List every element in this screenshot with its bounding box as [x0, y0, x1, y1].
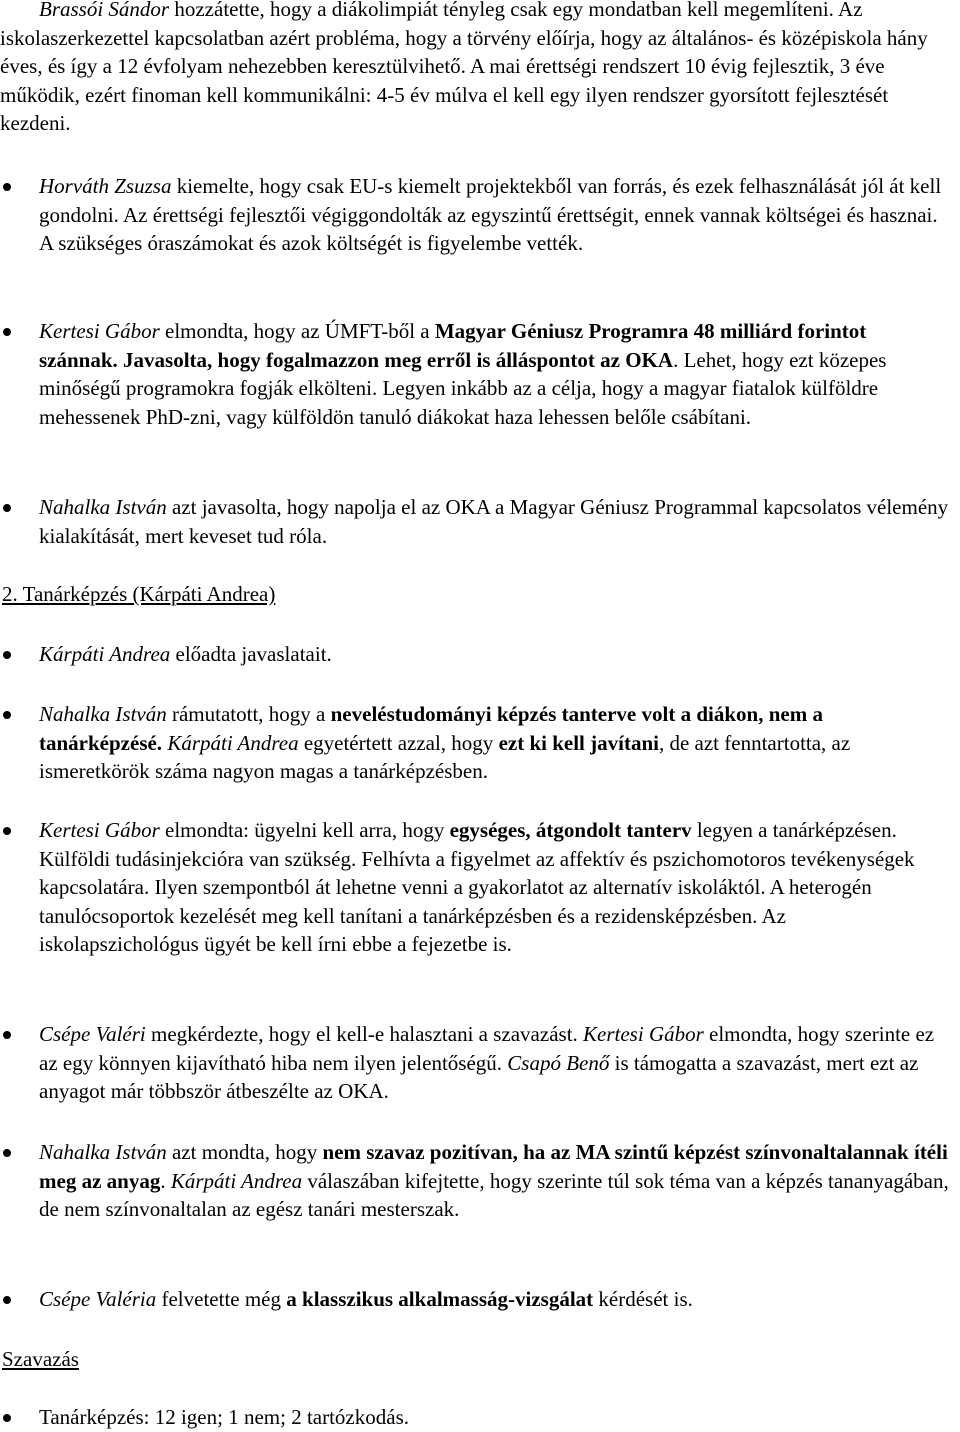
text-run: elmondta, hogy az ÚMFT-ből a [159, 319, 435, 343]
text-run: kérdését is. [593, 1287, 693, 1311]
text-run: felvetette még [156, 1287, 287, 1311]
bullet-icon [3, 1149, 11, 1157]
text-run: Tanárképzés: 12 igen; 1 nem; 2 tartózkodás. [39, 1405, 409, 1429]
paragraph-text [39, 700, 950, 786]
paragraph-text [0, 0, 928, 135]
speaker-name: Csépe Valéri [39, 1022, 146, 1046]
text-run: legyen a tanárképzésen. Külföldi tudásinjekcióra van szükség. Felhívta a figyelmet az affektív és pszichomotoros tevékenységek kapcsolatára. Ilyen szempontból át lehetne venni a gyakorlatot az alternatív iskoláktól. A heterogén tanulócsoportok kezelését meg kell tanítani a tanárképzésben és a rezidensképzésben. Az iskolapszichológus ügyét be kell írni ebbe a fejezetbe is. [39, 818, 915, 957]
bullet-icon [3, 827, 11, 835]
list-item [0, 172, 950, 258]
list-item [0, 700, 950, 786]
list-item [0, 1020, 950, 1106]
bullet-icon [3, 711, 11, 719]
list-item [0, 640, 950, 669]
paragraph-text [39, 1403, 950, 1432]
paragraph-text [39, 172, 950, 258]
text-run: is támogatta a szavazást, mert ezt az anyagot már többször átbeszélte az OKA. [39, 1050, 919, 1104]
text-run: válaszában kifejtette, hogy szerinte túl sok téma van a képzés tananyagában, de nem színvonaltalan az egész tanári mesterszak. [39, 1168, 949, 1222]
list-item [0, 1285, 950, 1314]
bullet-icon [3, 328, 11, 336]
speaker-name: Horváth Zsuzsa [39, 174, 172, 198]
speaker-name: Kárpáti Andrea [39, 642, 171, 666]
text-run: kiemelte, hogy csak EU-s kiemelt projektekből van forrás, és ezek felhasználását jól át kell gondolni. Az érettségi fejlesztői végiggondolták az egyszintű érettségit, ennek vannak költségei és hasznai. A szükséges óraszámokat és azok költségét is figyelembe vették. [39, 174, 942, 256]
paragraph-text [39, 317, 950, 431]
list-item [0, 0, 950, 138]
emphasis-text: ezt ki kell javítani [498, 730, 659, 755]
paragraph-text [39, 816, 950, 959]
emphasis-text: egységes, átgondolt tanterv [449, 818, 692, 842]
text-run: megkérdezte, hogy el kell-e halasztani a szavazást. [145, 1022, 584, 1046]
list-item [0, 317, 950, 431]
paragraph-text [39, 1138, 950, 1224]
text-run: azt javasolta, hogy napolja el az OKA a Magyar Géniusz Programmal kapcsolatos vélemény kialakítását, mert keveset tud róla. [39, 495, 949, 548]
paragraph-text [39, 1020, 950, 1106]
bullet-icon [3, 1296, 11, 1304]
paragraph-text [39, 1285, 950, 1314]
text-run: , de azt fenntartotta, az ismeretkörök száma nagyon magas a tanárképzésben. [39, 730, 851, 784]
speaker-name: Kertesi Gábor [39, 818, 160, 842]
speaker-name: Nahalka István [39, 495, 167, 519]
text-run: hozzátette, hogy a diákolimpiát tényleg csak egy mondatban kell megemlíteni. Az iskolaszerkezettel kapcsolatban azért probléma, hogy a törvény előírja, hogy az általános- és középiskola hány éves, és így a 12 évfolyam nehezebben keresztülvihető. A mai érettségi rendszert 10 évig fejlesztik, 3 éve működik, ezért finoman kell kommunikálni: 4-5 év múlva el kell egy ilyen rendszer gyorsított fejlesztését kezdeni. [0, 0, 928, 136]
speaker-name: Kárpáti Andrea [170, 1168, 303, 1193]
text-run: előadta javaslatait. [170, 642, 332, 666]
text-run: azt mondta, hogy [166, 1140, 323, 1164]
emphasis-text: a klasszikus alkalmasság-vizsgálat [286, 1287, 594, 1311]
speaker-name: Csépe Valéria [39, 1287, 157, 1311]
text-run: egyetértett azzal, hogy [298, 730, 499, 755]
list-item [0, 1138, 950, 1224]
bullet-icon [3, 651, 11, 659]
text-run: elmondta, hogy szerinte ez az egy könnyen kijavítható hiba nem ilyen jelentőségű. [39, 1022, 935, 1075]
speaker-name: Kertesi Gábor [583, 1022, 704, 1046]
emphasis-text: nem szavaz pozitívan, ha az MA szintű képzést színvonaltalannak ítéli meg az anyag [39, 1140, 948, 1193]
list-item [0, 1403, 950, 1432]
bullet-icon [3, 183, 11, 191]
list-item [0, 816, 950, 959]
bullet-icon [3, 1414, 11, 1422]
paragraph-text [39, 493, 950, 550]
section-heading: 2. Tanárképzés (Kárpáti Andrea) [2, 582, 276, 606]
speaker-name: Csapó Benő [507, 1050, 610, 1075]
speaker-name: Nahalka István [39, 1140, 167, 1164]
paragraph-text [39, 640, 950, 669]
speaker-name: Kárpáti Andrea [167, 730, 299, 755]
text-run: . Lehet, hogy ezt közepes minőségű programokra fogják elkölteni. Legyen inkább az a célja, hogy a magyar fiatalok külföldre mehessenek PhD-zni, vagy külföldön tanuló diákokat haza lehessen belőle csábítani. [39, 347, 887, 429]
text-run: rámutatott, hogy a [166, 702, 331, 726]
bullet-icon [3, 1031, 11, 1039]
speaker-name: Brassói Sándor [39, 0, 170, 21]
emphasis-text: Magyar Géniusz Programra 48 milliárd forintot szánnak. Javasolta, hogy fogalmazzon meg erről is álláspontot az OKA [39, 319, 867, 372]
text-run: . [160, 1168, 171, 1193]
bullet-icon [3, 504, 11, 512]
speaker-name: Kertesi Gábor [39, 319, 160, 343]
section-heading-voting: Szavazás [2, 1347, 79, 1371]
text-run: elmondta: ügyelni kell arra, hogy [159, 818, 450, 842]
emphasis-text: neveléstudományi képzés tanterve volt a diákon, nem a tanárképzésé. [39, 702, 823, 755]
speaker-name: Nahalka István [39, 702, 167, 726]
list-item [0, 493, 950, 550]
